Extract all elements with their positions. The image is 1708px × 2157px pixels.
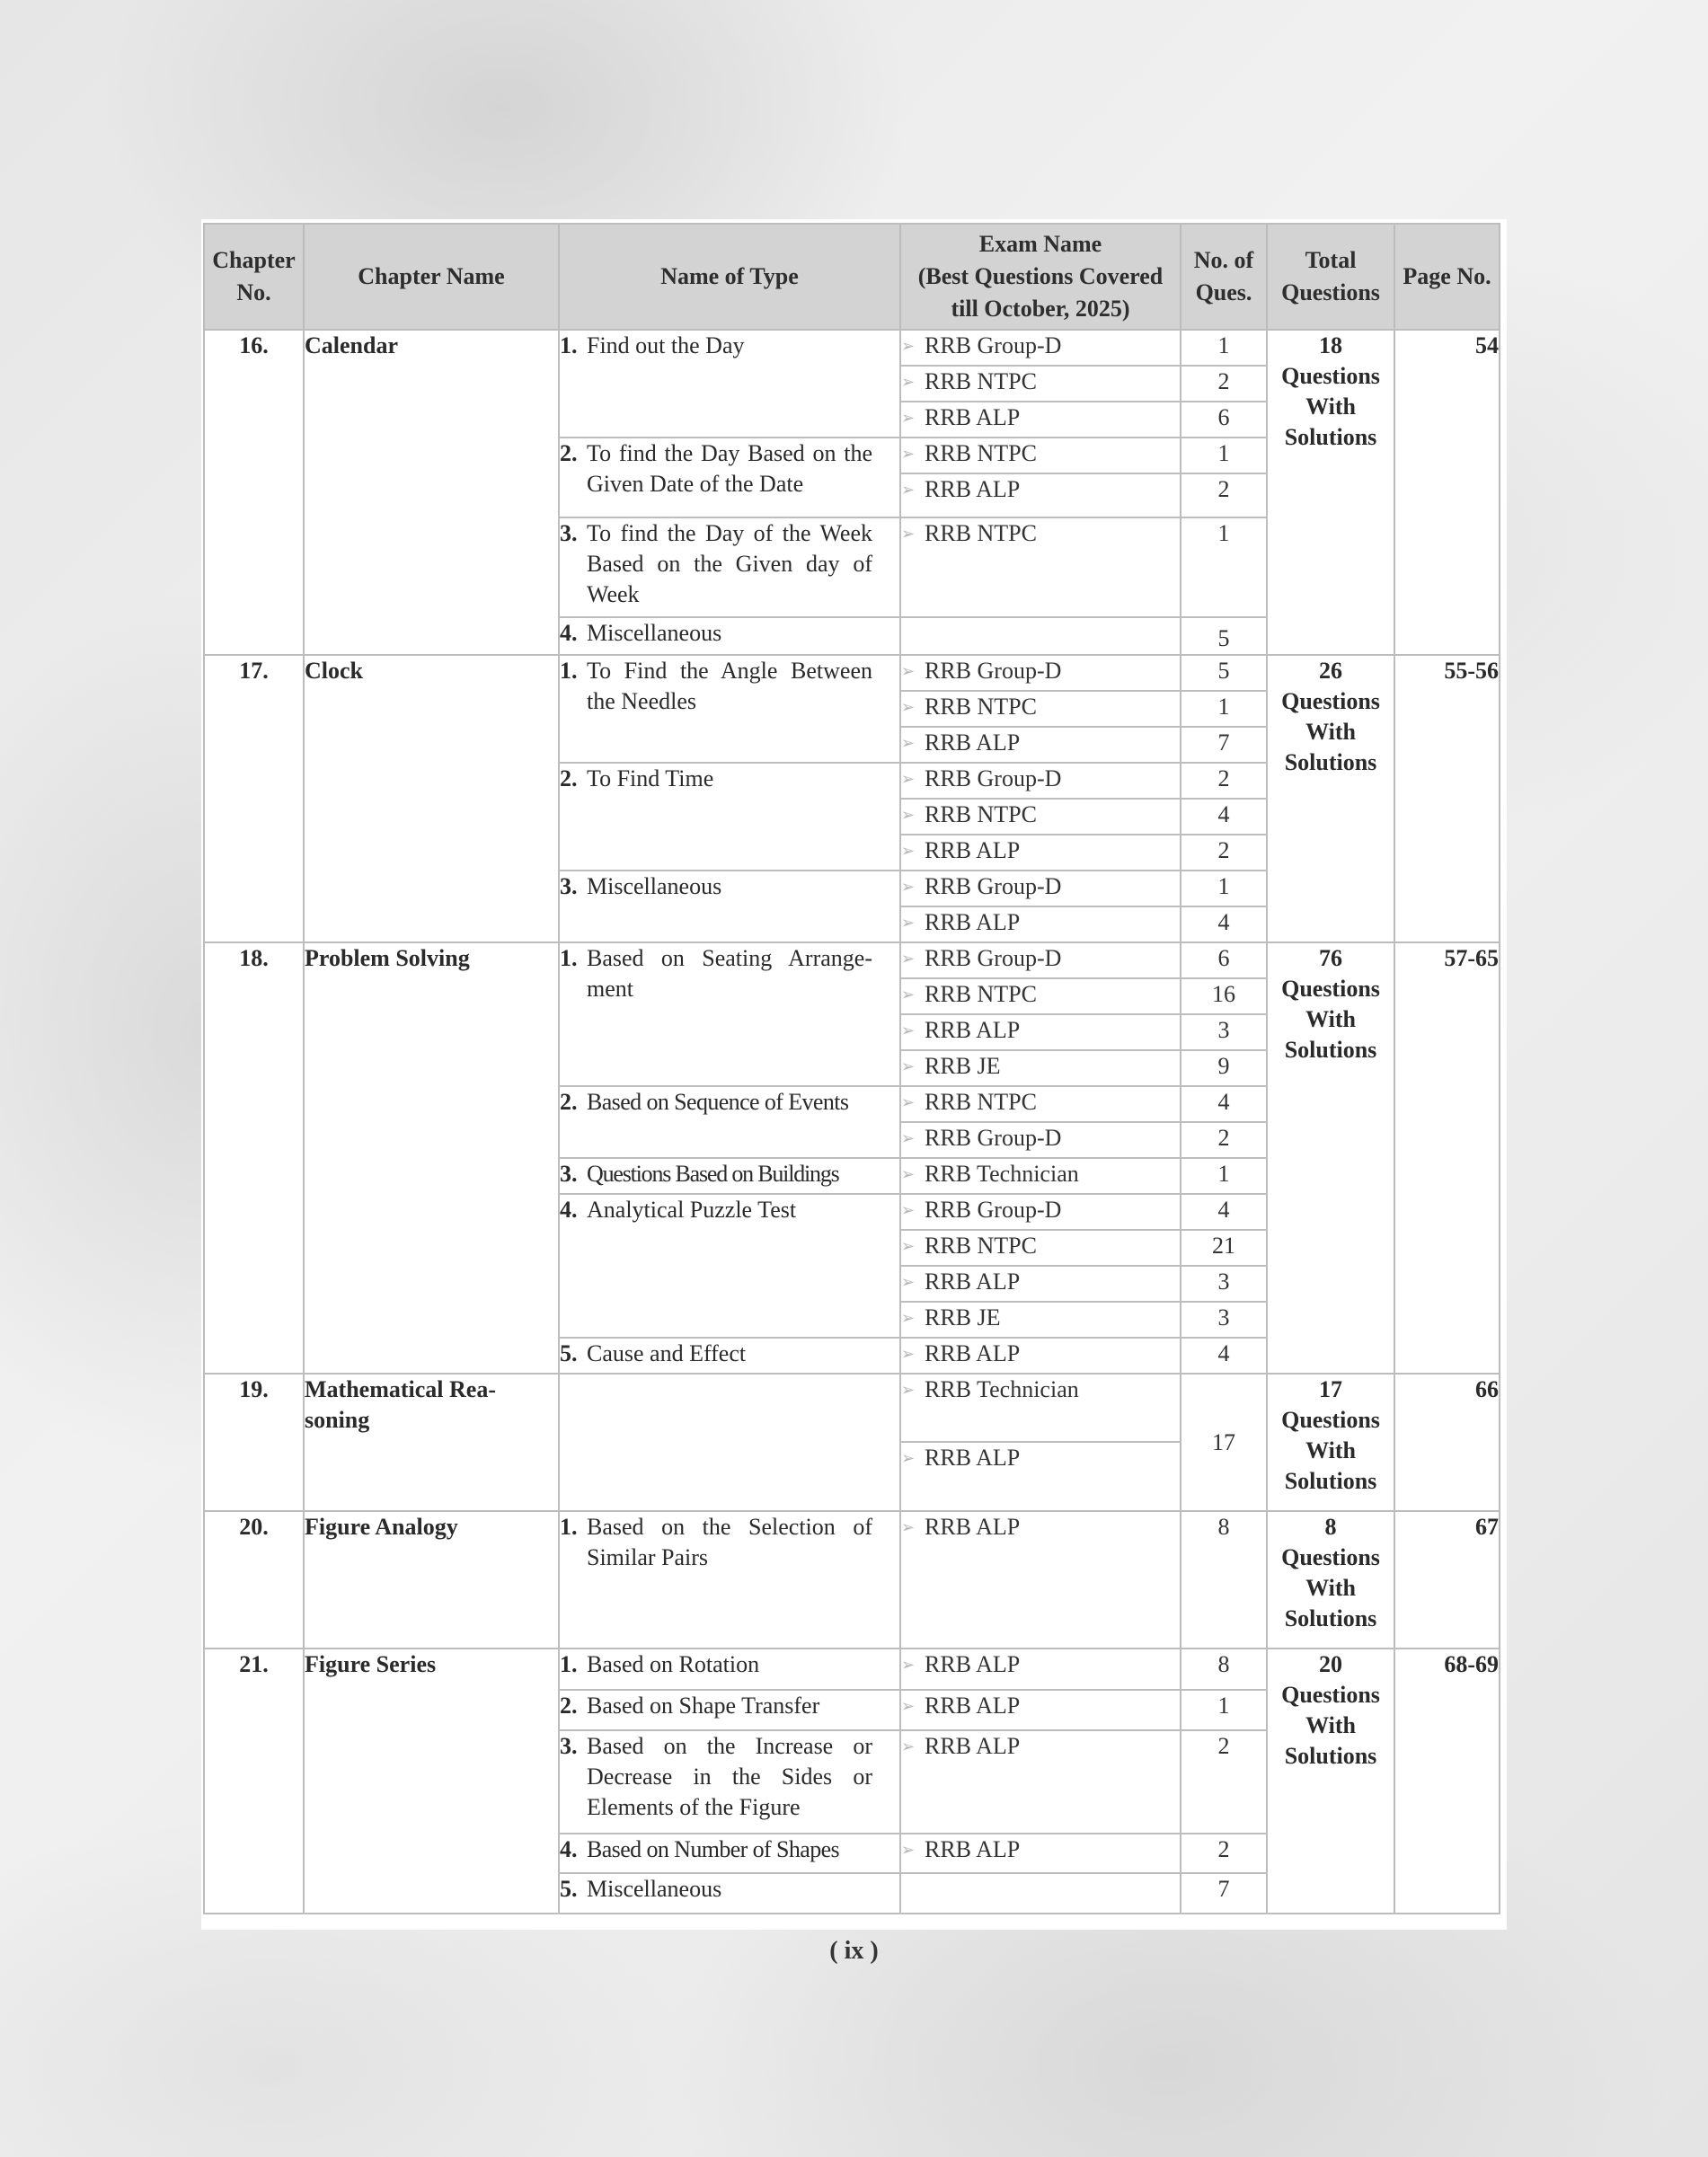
exam-name: RRB NTPC bbox=[925, 520, 1037, 546]
arrow-bullet-icon: ➢ bbox=[901, 1381, 916, 1399]
arrow-bullet-icon: ➢ bbox=[901, 1449, 916, 1467]
exam-cell bbox=[900, 655, 1181, 691]
question-count: 2 bbox=[1181, 473, 1267, 517]
arrow-bullet-icon: ➢ bbox=[901, 1737, 916, 1755]
page-number: 67 bbox=[1394, 1511, 1500, 1649]
arrow-bullet-icon: ➢ bbox=[901, 1697, 916, 1715]
exam-name: RRB Group-D bbox=[925, 1197, 1062, 1223]
type-cell bbox=[559, 871, 900, 942]
type-number: 3. bbox=[560, 873, 578, 899]
type-cell bbox=[559, 1690, 900, 1730]
chapter-name: Figure Analogy bbox=[304, 1511, 559, 1649]
type-cell bbox=[559, 763, 900, 871]
exam-name: RRB Group-D bbox=[925, 1125, 1062, 1151]
header-text: (Best Questions Covered bbox=[917, 263, 1164, 289]
exam-cell bbox=[900, 799, 1181, 835]
question-count: 7 bbox=[1181, 727, 1267, 763]
exam-name: RRB NTPC bbox=[925, 368, 1037, 394]
exam-cell bbox=[900, 330, 1181, 366]
chapter-number: 16. bbox=[204, 330, 304, 655]
type-number: 2. bbox=[560, 765, 578, 791]
type-number: 1. bbox=[560, 658, 578, 684]
exam-name: RRB ALP bbox=[925, 1836, 1021, 1862]
exam-name: RRB ALP bbox=[925, 1445, 1021, 1471]
total-count: 26 bbox=[1319, 658, 1342, 684]
exam-name: RRB Group-D bbox=[925, 658, 1062, 684]
exam-cell bbox=[900, 1194, 1181, 1230]
type-number: 1. bbox=[560, 1651, 578, 1677]
type-cell bbox=[559, 1194, 900, 1338]
total-label: Solutions bbox=[1284, 1743, 1377, 1769]
exam-cell bbox=[900, 1834, 1181, 1873]
exam-name: RRB NTPC bbox=[925, 1233, 1037, 1259]
question-count: 4 bbox=[1181, 1194, 1267, 1230]
type-cell bbox=[559, 438, 900, 517]
page-number: 55-56 bbox=[1394, 655, 1500, 942]
exam-cell bbox=[900, 1873, 1181, 1914]
question-count: 3 bbox=[1181, 1014, 1267, 1050]
type-text: Based on Sequence of Events bbox=[587, 1089, 849, 1115]
arrow-bullet-icon: ➢ bbox=[901, 1201, 916, 1219]
question-count: 21 bbox=[1181, 1230, 1267, 1266]
chapter-number: 21. bbox=[204, 1649, 304, 1914]
type-number: 1. bbox=[560, 945, 578, 971]
type-number: 1. bbox=[560, 332, 578, 358]
exam-cell bbox=[900, 402, 1181, 438]
exam-name: RRB ALP bbox=[925, 1340, 1021, 1366]
exam-cell bbox=[900, 1374, 1181, 1442]
exam-cell bbox=[900, 1230, 1181, 1266]
page-number: 68-69 bbox=[1394, 1649, 1500, 1914]
question-count: 2 bbox=[1181, 366, 1267, 402]
arrow-bullet-icon: ➢ bbox=[901, 806, 916, 824]
total-label: With bbox=[1305, 1712, 1356, 1738]
exam-cell bbox=[900, 1511, 1181, 1649]
question-count: 16 bbox=[1181, 978, 1267, 1014]
question-count: 1 bbox=[1181, 1158, 1267, 1194]
type-cell-empty bbox=[559, 1374, 900, 1511]
header-page-no: Page No. bbox=[1394, 224, 1500, 330]
type-number: 4. bbox=[560, 620, 578, 646]
question-count: 1 bbox=[1181, 330, 1267, 366]
arrow-bullet-icon: ➢ bbox=[901, 878, 916, 896]
header-chapter-no bbox=[204, 224, 304, 330]
arrow-bullet-icon: ➢ bbox=[901, 1518, 916, 1536]
type-text: Based on the Selection of Similar Pairs bbox=[587, 1514, 872, 1570]
exam-name: RRB NTPC bbox=[925, 801, 1037, 827]
total-label: Solutions bbox=[1284, 749, 1377, 775]
question-count: 17 bbox=[1181, 1374, 1267, 1511]
question-count: 6 bbox=[1181, 402, 1267, 438]
exam-name: RRB Group-D bbox=[925, 332, 1062, 358]
total-questions-cell bbox=[1267, 655, 1394, 942]
exam-cell bbox=[900, 978, 1181, 1014]
arrow-bullet-icon: ➢ bbox=[901, 842, 916, 860]
arrow-bullet-icon: ➢ bbox=[901, 1021, 916, 1039]
type-number: 3. bbox=[560, 1161, 578, 1187]
header-row bbox=[204, 224, 1500, 330]
total-count: 18 bbox=[1319, 332, 1342, 358]
type-text: To find the Day Based on the Given Date of the Date bbox=[587, 440, 872, 497]
type-text: Miscellaneous bbox=[587, 873, 722, 899]
arrow-bullet-icon: ➢ bbox=[901, 1309, 916, 1327]
exam-cell bbox=[900, 871, 1181, 906]
exam-cell bbox=[900, 1302, 1181, 1338]
type-cell bbox=[559, 330, 900, 438]
table-row bbox=[204, 1511, 1500, 1649]
total-count: 8 bbox=[1324, 1514, 1337, 1540]
type-number: 3. bbox=[560, 1733, 578, 1759]
type-cell bbox=[559, 1158, 900, 1194]
table-row bbox=[204, 330, 1500, 366]
header-text: Ques. bbox=[1195, 279, 1252, 305]
type-cell bbox=[559, 517, 900, 617]
chapter-number: 17. bbox=[204, 655, 304, 942]
exam-name: RRB ALP bbox=[925, 1693, 1021, 1719]
type-text: To Find the Angle Between the Needles bbox=[587, 658, 872, 714]
total-count: 20 bbox=[1319, 1651, 1342, 1677]
total-label: With bbox=[1305, 719, 1356, 745]
arrow-bullet-icon: ➢ bbox=[901, 445, 916, 463]
exam-cell bbox=[900, 691, 1181, 727]
total-questions-cell bbox=[1267, 942, 1394, 1374]
total-label: Questions bbox=[1281, 976, 1380, 1002]
header-total-questions bbox=[1267, 224, 1394, 330]
type-number: 5. bbox=[560, 1340, 578, 1366]
type-cell bbox=[559, 1649, 900, 1690]
total-label: Solutions bbox=[1284, 1605, 1377, 1631]
contents-table bbox=[203, 223, 1500, 1914]
arrow-bullet-icon: ➢ bbox=[901, 373, 916, 391]
total-questions-cell bbox=[1267, 1374, 1394, 1511]
exam-name: RRB ALP bbox=[925, 1269, 1021, 1295]
exam-name: RRB JE bbox=[925, 1053, 1001, 1079]
type-number: 2. bbox=[560, 440, 578, 466]
exam-cell bbox=[900, 1014, 1181, 1050]
header-text: Total bbox=[1305, 247, 1357, 273]
exam-name: RRB ALP bbox=[925, 1017, 1021, 1043]
total-label: Questions bbox=[1281, 363, 1380, 389]
arrow-bullet-icon: ➢ bbox=[901, 1345, 916, 1363]
total-questions-cell bbox=[1267, 1649, 1394, 1914]
type-text: Analytical Puzzle Test bbox=[587, 1197, 797, 1223]
total-count: 17 bbox=[1319, 1376, 1342, 1402]
exam-name: RRB Group-D bbox=[925, 873, 1062, 899]
arrow-bullet-icon: ➢ bbox=[901, 1165, 916, 1183]
type-number: 4. bbox=[560, 1836, 578, 1862]
type-cell bbox=[559, 1730, 900, 1834]
chapter-number: 19. bbox=[204, 1374, 304, 1511]
chapter-name: Calendar bbox=[304, 330, 559, 655]
type-text: Based on Number of Shapes bbox=[587, 1836, 840, 1862]
chapter-name: Clock bbox=[304, 655, 559, 942]
exam-name: RRB NTPC bbox=[925, 440, 1037, 466]
exam-cell bbox=[900, 617, 1181, 655]
exam-cell bbox=[900, 366, 1181, 402]
question-count: 3 bbox=[1181, 1302, 1267, 1338]
arrow-bullet-icon: ➢ bbox=[901, 1057, 916, 1075]
exam-name: RRB Group-D bbox=[925, 765, 1062, 791]
exam-cell bbox=[900, 942, 1181, 978]
total-label: Questions bbox=[1281, 1544, 1380, 1570]
header-text: No. bbox=[236, 279, 271, 305]
type-cell bbox=[559, 942, 900, 1086]
question-count: 2 bbox=[1181, 1730, 1267, 1834]
arrow-bullet-icon: ➢ bbox=[901, 409, 916, 427]
question-count: 5 bbox=[1181, 617, 1267, 655]
header-exam-name bbox=[900, 224, 1181, 330]
arrow-bullet-icon: ➢ bbox=[901, 662, 916, 680]
exam-cell bbox=[900, 1158, 1181, 1194]
exam-name: RRB ALP bbox=[925, 1651, 1021, 1677]
type-text: To find the Day of the Week Based on the Given day of Week bbox=[587, 520, 872, 607]
table-row bbox=[204, 655, 1500, 691]
exam-name: RRB NTPC bbox=[925, 981, 1037, 1007]
question-count: 6 bbox=[1181, 942, 1267, 978]
type-number: 1. bbox=[560, 1514, 578, 1540]
arrow-bullet-icon: ➢ bbox=[901, 337, 916, 355]
chapter-name: Mathematical Rea-soning bbox=[304, 1374, 559, 1511]
type-number: 4. bbox=[560, 1197, 578, 1223]
type-number: 5. bbox=[560, 1876, 578, 1902]
question-count: 4 bbox=[1181, 799, 1267, 835]
exam-name: RRB Group-D bbox=[925, 945, 1062, 971]
arrow-bullet-icon: ➢ bbox=[901, 734, 916, 752]
exam-name: RRB ALP bbox=[925, 404, 1021, 430]
total-label: Questions bbox=[1281, 1407, 1380, 1433]
type-cell bbox=[559, 1834, 900, 1873]
type-number: 2. bbox=[560, 1693, 578, 1719]
exam-cell bbox=[900, 727, 1181, 763]
question-count: 8 bbox=[1181, 1649, 1267, 1690]
arrow-bullet-icon: ➢ bbox=[901, 1237, 916, 1255]
exam-name: RRB ALP bbox=[925, 1514, 1021, 1540]
question-count: 1 bbox=[1181, 1690, 1267, 1730]
exam-cell bbox=[900, 1266, 1181, 1302]
page-number-footer: ( ix ) bbox=[829, 1937, 879, 1965]
question-count: 1 bbox=[1181, 438, 1267, 473]
question-count: 2 bbox=[1181, 763, 1267, 799]
total-label: Questions bbox=[1281, 688, 1380, 714]
arrow-bullet-icon: ➢ bbox=[901, 914, 916, 932]
type-cell bbox=[559, 1338, 900, 1374]
exam-name: RRB Technician bbox=[925, 1376, 1079, 1402]
total-questions-cell bbox=[1267, 330, 1394, 655]
exam-name: RRB JE bbox=[925, 1304, 1001, 1330]
question-count: 1 bbox=[1181, 871, 1267, 906]
page-number: 54 bbox=[1394, 330, 1500, 655]
header-text: Questions bbox=[1281, 279, 1380, 305]
exam-name: RRB NTPC bbox=[925, 694, 1037, 720]
exam-cell bbox=[900, 438, 1181, 473]
arrow-bullet-icon: ➢ bbox=[901, 1093, 916, 1111]
exam-name: RRB ALP bbox=[925, 729, 1021, 756]
arrow-bullet-icon: ➢ bbox=[901, 950, 916, 968]
arrow-bullet-icon: ➢ bbox=[901, 1656, 916, 1674]
type-cell bbox=[559, 1086, 900, 1158]
table-row bbox=[204, 1374, 1500, 1442]
header-chapter-name: Chapter Name bbox=[304, 224, 559, 330]
header-text: till October, 2025) bbox=[951, 296, 1130, 322]
chapter-number: 20. bbox=[204, 1511, 304, 1649]
type-text: To Find Time bbox=[587, 765, 714, 791]
total-label: Solutions bbox=[1284, 424, 1377, 450]
total-label: With bbox=[1305, 1575, 1356, 1601]
exam-cell bbox=[900, 1649, 1181, 1690]
question-count: 7 bbox=[1181, 1873, 1267, 1914]
exam-cell bbox=[900, 1122, 1181, 1158]
question-count: 4 bbox=[1181, 1338, 1267, 1374]
table-row bbox=[204, 1649, 1500, 1690]
type-number: 3. bbox=[560, 520, 578, 546]
exam-name: RRB ALP bbox=[925, 1733, 1021, 1759]
exam-cell bbox=[900, 1086, 1181, 1122]
arrow-bullet-icon: ➢ bbox=[901, 481, 916, 499]
total-label: Solutions bbox=[1284, 1037, 1377, 1063]
type-text: Cause and Effect bbox=[587, 1340, 747, 1366]
arrow-bullet-icon: ➢ bbox=[901, 525, 916, 543]
exam-name: RRB Technician bbox=[925, 1161, 1079, 1187]
chapter-name: Figure Series bbox=[304, 1649, 559, 1914]
question-count: 2 bbox=[1181, 835, 1267, 871]
total-count: 76 bbox=[1319, 945, 1342, 971]
header-text: Chapter bbox=[212, 247, 296, 273]
exam-cell bbox=[900, 517, 1181, 617]
exam-name: RRB ALP bbox=[925, 837, 1021, 863]
exam-cell bbox=[900, 1050, 1181, 1086]
header-text: Exam Name bbox=[978, 231, 1102, 257]
total-questions-cell bbox=[1267, 1511, 1394, 1649]
total-label: Questions bbox=[1281, 1682, 1380, 1708]
exam-name: RRB NTPC bbox=[925, 1089, 1037, 1115]
total-label: With bbox=[1305, 393, 1356, 420]
exam-cell bbox=[900, 1730, 1181, 1834]
type-cell bbox=[559, 1873, 900, 1914]
exam-cell bbox=[900, 1338, 1181, 1374]
type-text: Miscellaneous bbox=[587, 620, 722, 646]
exam-name: RRB ALP bbox=[925, 909, 1021, 935]
total-label: With bbox=[1305, 1437, 1356, 1463]
header-no-of-ques bbox=[1181, 224, 1267, 330]
question-count: 9 bbox=[1181, 1050, 1267, 1086]
chapter-name: Problem Solving bbox=[304, 942, 559, 1374]
arrow-bullet-icon: ➢ bbox=[901, 1129, 916, 1147]
exam-cell bbox=[900, 906, 1181, 942]
question-count: 2 bbox=[1181, 1834, 1267, 1873]
type-text: Based on the Increase or Decrease in the Sides or Elements of the Figure bbox=[587, 1733, 872, 1820]
exam-cell bbox=[900, 763, 1181, 799]
question-count: 4 bbox=[1181, 906, 1267, 942]
question-count: 1 bbox=[1181, 517, 1267, 617]
total-label: With bbox=[1305, 1006, 1356, 1032]
page-number: 66 bbox=[1394, 1374, 1500, 1511]
type-text: Based on Rotation bbox=[587, 1651, 760, 1677]
page-number: 57-65 bbox=[1394, 942, 1500, 1374]
arrow-bullet-icon: ➢ bbox=[901, 1841, 916, 1859]
arrow-bullet-icon: ➢ bbox=[901, 986, 916, 1003]
question-count: 4 bbox=[1181, 1086, 1267, 1122]
type-number: 2. bbox=[560, 1089, 578, 1115]
type-text: Questions Based on Buildings bbox=[587, 1161, 839, 1187]
header-name-of-type: Name of Type bbox=[559, 224, 900, 330]
table-row bbox=[204, 942, 1500, 978]
arrow-bullet-icon: ➢ bbox=[901, 1273, 916, 1291]
type-text: Miscellaneous bbox=[587, 1876, 722, 1902]
question-count: 5 bbox=[1181, 655, 1267, 691]
type-cell bbox=[559, 655, 900, 763]
exam-cell bbox=[900, 1442, 1181, 1511]
exam-name: RRB ALP bbox=[925, 476, 1021, 502]
type-text: Find out the Day bbox=[587, 332, 745, 358]
type-cell bbox=[559, 1511, 900, 1649]
question-count: 3 bbox=[1181, 1266, 1267, 1302]
header-text: No. of bbox=[1193, 247, 1254, 273]
exam-cell bbox=[900, 835, 1181, 871]
exam-cell bbox=[900, 473, 1181, 517]
type-text: Based on Seating Arrange-ment bbox=[587, 945, 872, 1002]
arrow-bullet-icon: ➢ bbox=[901, 770, 916, 788]
question-count: 8 bbox=[1181, 1511, 1267, 1649]
type-cell bbox=[559, 617, 900, 655]
chapter-number: 18. bbox=[204, 942, 304, 1374]
arrow-bullet-icon: ➢ bbox=[901, 698, 916, 716]
question-count: 1 bbox=[1181, 691, 1267, 727]
exam-cell bbox=[900, 1690, 1181, 1730]
type-text: Based on Shape Transfer bbox=[587, 1693, 820, 1719]
total-label: Solutions bbox=[1284, 1468, 1377, 1494]
question-count: 2 bbox=[1181, 1122, 1267, 1158]
